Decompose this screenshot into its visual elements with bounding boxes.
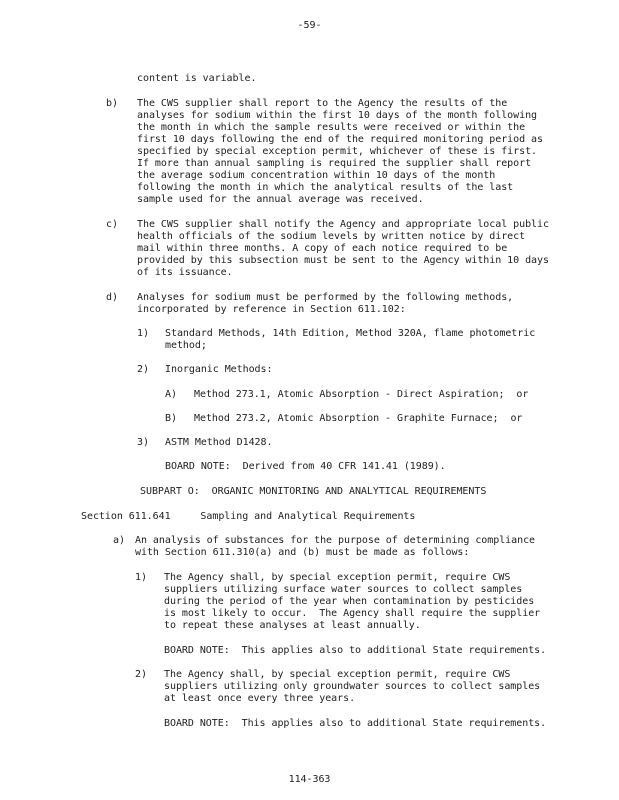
paragraph-line: during the period of the year when contamination by pesticides — [164, 596, 535, 607]
paragraph-line: The Agency shall, by special exception permit, require CWS — [164, 572, 511, 583]
paragraph-line: at least once every three years. — [164, 693, 356, 704]
list-marker: c) — [106, 219, 118, 230]
board-note: BOARD NOTE: This applies also to additional State requirements. — [164, 645, 547, 656]
continued-text: content is variable. — [137, 73, 257, 84]
paragraph-line: Inorganic Methods: — [165, 364, 273, 375]
paragraph-line: mail within three months. A copy of each notice required to be — [137, 243, 508, 254]
list-marker: A) — [165, 389, 177, 400]
paragraph-line: The CWS supplier shall report to the Agency the results of the — [137, 98, 508, 109]
paragraph-line: method; — [165, 340, 207, 351]
board-note: BOARD NOTE: Derived from 40 CFR 141.41 (1989). — [165, 461, 446, 472]
paragraph-line: provided by this subsection must be sent to the Agency within 10 days — [137, 255, 549, 266]
page-header-number: -59- — [297, 20, 322, 31]
list-marker: 1) — [137, 328, 149, 339]
paragraph-line: with Section 611.310(a) and (b) must be made as follows: — [135, 547, 470, 558]
list-marker: B) — [165, 413, 177, 424]
section-heading: Section 611.641 Sampling and Analytical Requirements — [81, 511, 416, 522]
paragraph-line: An analysis of substances for the purpose of determining compliance — [135, 535, 536, 546]
paragraph-line: health officials of the sodium levels by written notice by direct — [137, 231, 526, 242]
list-marker: 2) — [137, 364, 149, 375]
paragraph-line: Standard Methods, 14th Edition, Method 320A, flame photometric — [165, 328, 536, 339]
list-marker: 2) — [135, 669, 147, 680]
paragraph-line: is most likely to occur. The Agency shall require the supplier — [164, 608, 541, 619]
paragraph-line: specified by special exception permit, whichever of these is first. — [137, 146, 538, 157]
paragraph-line: sample used for the annual average was received. — [137, 194, 424, 205]
board-note: BOARD NOTE: This applies also to additional State requirements. — [164, 718, 547, 729]
list-marker: b) — [106, 98, 118, 109]
paragraph-line: the average sodium concentration within 10 days of the month — [137, 170, 496, 181]
subpart-heading: SUBPART O: ORGANIC MONITORING AND ANALYTICAL REQUIREMENTS — [140, 486, 487, 497]
paragraph-line: ASTM Method D1428. — [165, 437, 273, 448]
paragraph-line: Method 273.1, Atomic Absorption - Direct Aspiration; or — [194, 389, 529, 400]
paragraph-line: the month in which the sample results were received or within the — [137, 122, 526, 133]
paragraph-line: Analyses for sodium must be performed by the following methods, — [137, 292, 514, 303]
list-marker: d) — [106, 292, 118, 303]
page-footer-number: 114-363 — [288, 774, 331, 785]
paragraph-line: suppliers utilizing only groundwater sources to collect samples — [164, 681, 541, 692]
paragraph-line: The Agency shall, by special exception permit, require CWS — [164, 669, 511, 680]
paragraph-line: The CWS supplier shall notify the Agency and appropriate local public — [137, 219, 549, 230]
paragraph-line: Method 273.2, Atomic Absorption - Graphite Furnace; or — [194, 413, 523, 424]
paragraph-line: incorporated by reference in Section 611.102: — [137, 304, 406, 315]
list-marker: a) — [113, 535, 125, 546]
paragraph-line: analyses for sodium within the first 10 days of the month following — [137, 110, 538, 121]
paragraph-line: If more than annual sampling is required the supplier shall report — [137, 158, 532, 169]
paragraph-line: to repeat these analyses at least annually. — [164, 620, 421, 631]
list-marker: 1) — [135, 572, 147, 583]
paragraph-line: of its issuance. — [137, 267, 233, 278]
paragraph-line: following the month in which the analytical results of the last — [137, 182, 514, 193]
list-marker: 3) — [137, 437, 149, 448]
paragraph-line: suppliers utilizing surface water sources to collect samples — [164, 584, 523, 595]
paragraph-line: first 10 days following the end of the required monitoring period as — [137, 134, 543, 145]
